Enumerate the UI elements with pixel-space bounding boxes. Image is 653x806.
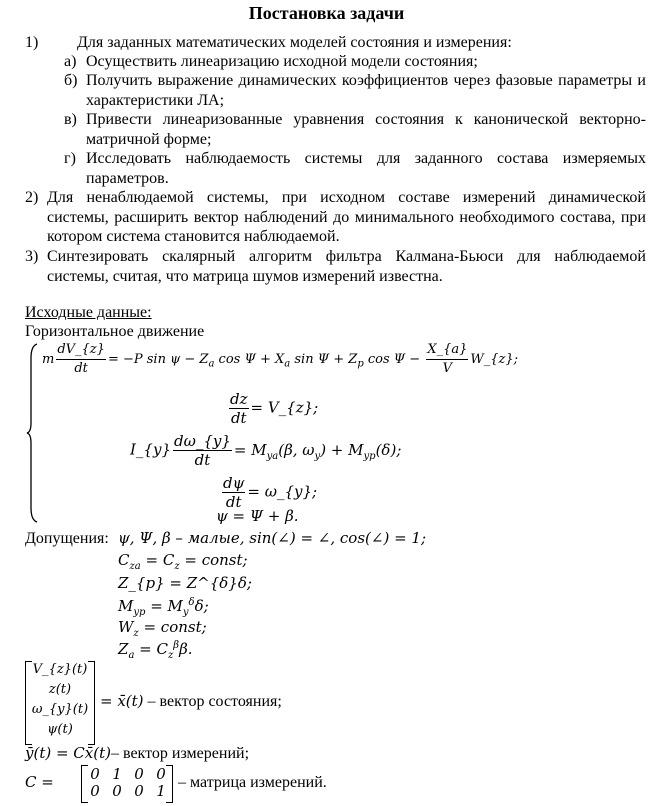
matrix-desc: – матрица измерений. <box>178 774 327 791</box>
task-3-number: 3) <box>25 248 39 265</box>
assumption-line: $M_{yp} = M_y^\delta\delta$; <box>118 597 209 618</box>
assumption-line: $Z_a = C_z^\beta\beta$. <box>118 640 193 661</box>
equation-4: $\frac{d\psi}{dt}$ = ω_{y}; <box>223 474 318 511</box>
equation-1: m $\frac{dV\_\{z\}}{dt}$ = −P $\sin \psi - Z_a$ $\cos \Psi + X_a$ $\sin \Psi + Z_p$ cos Ψ − $\frac{X\_\{a\}}{V}$ W_{z}; <box>42 342 519 376</box>
measurement-vector-def: ȳ(t) = Cx̄(t)– вектор измерений; <box>25 744 250 762</box>
initial-data-heading: Исходные данные: <box>25 304 152 321</box>
task-1b-text: Получить выражение динамических коэффициентов через фазовые параметры и характеристики ЛА; <box>86 72 646 109</box>
assumption-line: $W_z$ = const; <box>118 618 207 639</box>
task-1c-text: Привести линеаризованные уравнения состояния к канонической векторно-матричной форме; <box>86 111 646 148</box>
task-1d-label: г) <box>64 150 76 167</box>
task-2-text: Для ненаблюдаемой системы, при исходном составе измерений динамической системы, расширить вектор наблюдений до минимального необходимого состава, при котором система становится наблюдаемой. <box>47 189 646 245</box>
task-1a-label: а) <box>64 53 77 70</box>
state-vector: V_{z}(t) z(t) ω_{y}(t) ψ(t) <box>31 662 89 737</box>
assumptions-label: Допущения: <box>25 530 109 547</box>
measurement-matrix: 0 1 0 0 0 0 0 1 <box>90 765 166 800</box>
task-1a-text: Осуществить линеаризацию исходной модели состояния; <box>86 53 478 70</box>
vector-right-bracket <box>88 661 95 745</box>
system-brace-icon <box>26 343 38 523</box>
assumption-line: Z_{p} = Z^{δ}δ; <box>118 574 252 592</box>
state-vector-def: = x̄(t) – вектор состояния; <box>100 692 282 710</box>
assumption-line: $C_{za} = C_z$ = const; <box>118 551 248 572</box>
task-1-text: Для заданных математических моделей состояния и измерения: <box>77 34 512 51</box>
motion-heading: Горизонтальное движение <box>25 323 205 340</box>
task-3-text: Синтезировать скалярный алгоритм фильтра Калмана-Бьюси для наблюдаемой системы, считая, что матрица шумов измерений известна. <box>47 248 646 285</box>
task-1-number: 1) <box>25 34 39 51</box>
page-title: Постановка задачи <box>248 3 405 23</box>
equation-2: $\frac{dz}{dt}$ = V_{z}; <box>230 390 319 427</box>
equation-5: ψ = Ψ + β. <box>216 507 299 525</box>
task-1d-text: Исследовать наблюдаемость системы для заданного состава измеряемых параметров. <box>86 150 646 187</box>
assumption-main: ψ, Ψ, β – малые, sin(∠) = ∠, cos(∠) = 1; <box>118 529 426 547</box>
matrix-right-bracket <box>166 765 173 803</box>
matrix-lhs: C = <box>25 773 54 791</box>
task-1b-label: б) <box>64 72 78 89</box>
task-1c-label: в) <box>64 111 77 128</box>
task-2-number: 2) <box>25 189 39 206</box>
equation-3: I_{y} $\frac{d\omega\_\{y\}}{dt}$ = $M_{ya}(\beta$, $\omega_y) + M_{yp}(\delta)$; <box>130 432 402 469</box>
